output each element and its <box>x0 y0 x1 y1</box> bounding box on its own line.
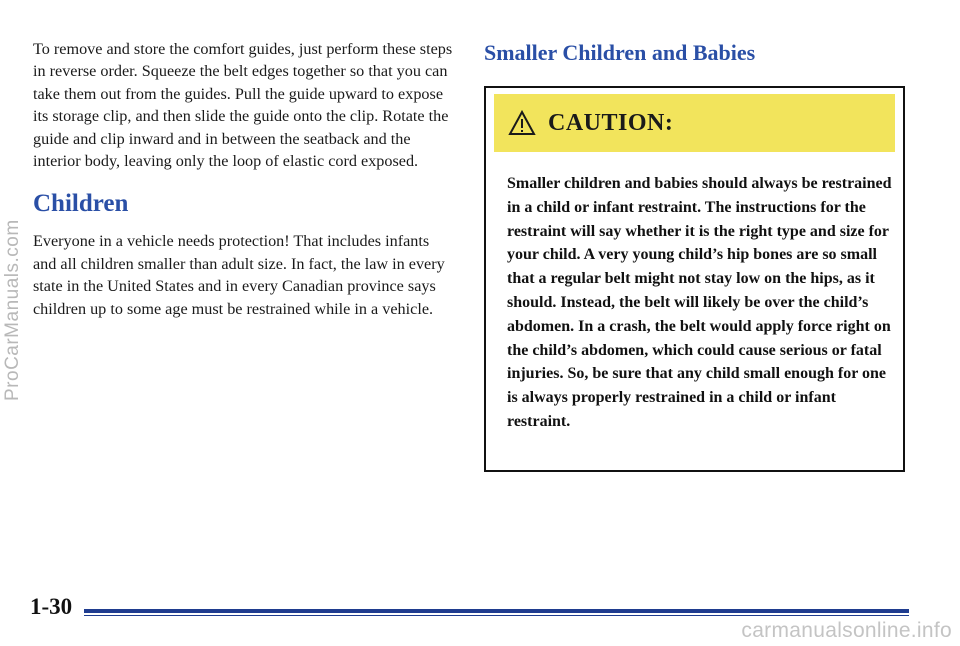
caution-box <box>484 86 905 472</box>
right-column <box>484 38 909 430</box>
page-number: 1-30 <box>30 594 73 619</box>
side-watermark: ProCarManuals.com <box>2 219 23 401</box>
children-heading: Children <box>33 190 129 218</box>
caution-title: CAUTION: <box>548 109 674 136</box>
left-column <box>33 38 453 320</box>
intro-paragraph: To remove and store the comfort guides, just perform these steps in reverse order. Squeeze the belt edges together so that you can take them out from the guides. Pull the guide upward to expose its storage clip, and then slide the guide onto the clip. Rotate the guide and clip inward and in between the seatback and the interior body, leaving only the loop of elastic cord exposed. <box>33 40 453 171</box>
smaller-children-heading: Smaller Children and Babies <box>484 40 756 65</box>
children-paragraph: Everyone in a vehicle needs protection! That includes infants and all children smaller than adult size. In fact, the law in every state in the United States and in every Canadian province says children up to some age must be restrained while in a vehicle. <box>33 232 445 318</box>
warning-triangle-icon <box>508 110 536 136</box>
bottom-watermark: carmanualsonline.info <box>741 619 952 642</box>
caution-header <box>494 94 895 152</box>
footer-rule <box>84 609 909 613</box>
footer-rule-thin <box>84 615 909 616</box>
caution-body: Smaller children and babies should always be restrained in a child or infant restraint. The instructions for the restraint will say whether it is the right type and size for your child. A very young child’s hip bones are so small that a regular belt might not stay low on the hips, as it should. Instead, the belt will likely be over the child’s abdomen. In a crash, the belt would apply force right on the child’s abdomen, which could cause serious or fatal injuries. So, be sure that any child small enough for one is always properly restrained in a child or infant restraint. <box>507 175 892 430</box>
